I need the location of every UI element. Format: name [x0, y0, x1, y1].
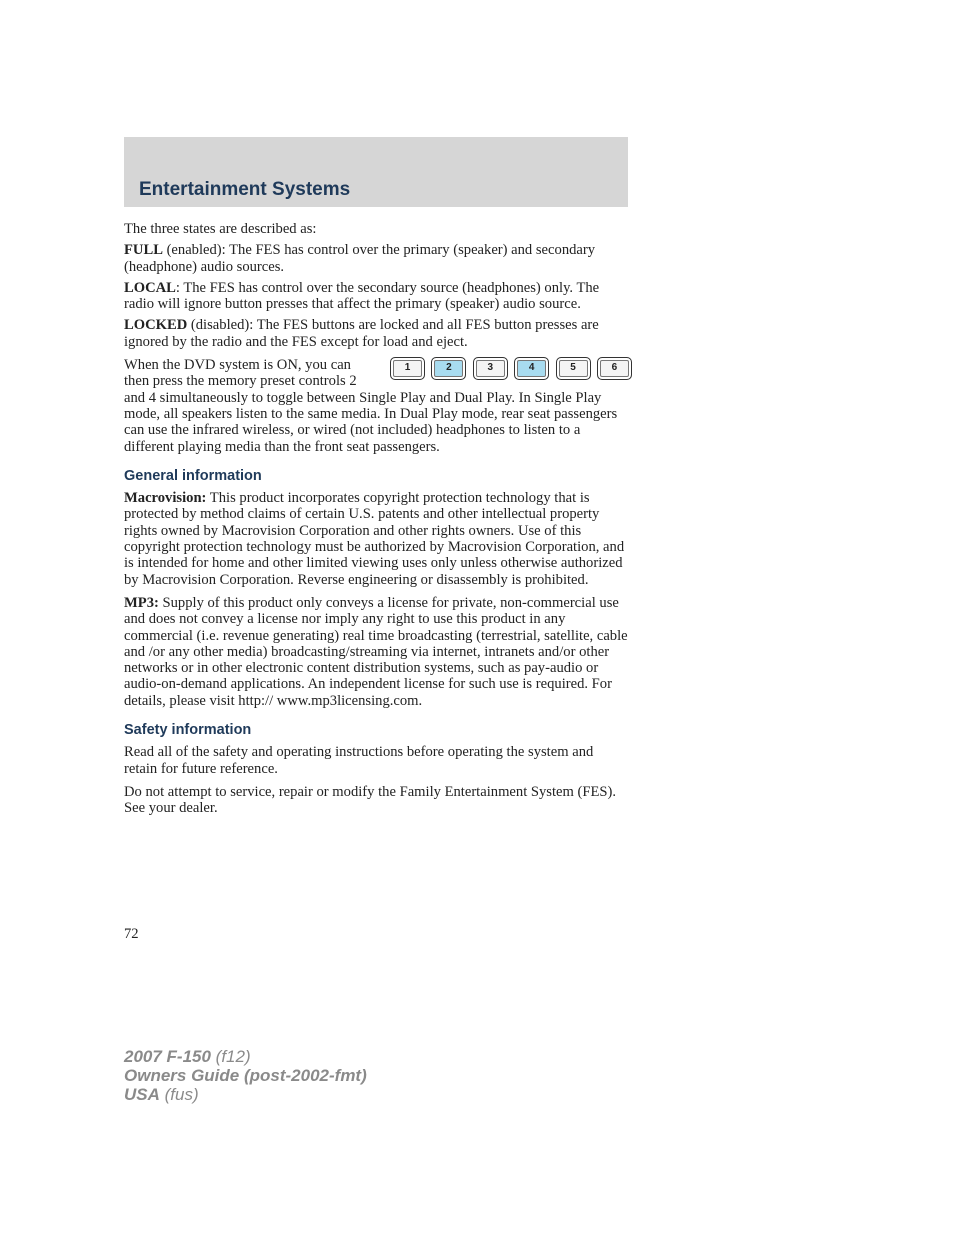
macrovision-term: Macrovision: — [124, 490, 207, 507]
footer-code: (f12) — [210, 1047, 251, 1066]
preset-label: 4 — [528, 362, 535, 374]
macrovision-text: This product incorporates copyright protection technology that is protected by method claims of certain U.S. patents and other intellectual property rights owned by Macrovision Corporation and other rights owners. Use of this copyright protection technology must be authorized by Macrovision Corporation, and is intended for home and other limited viewing uses only unless otherwise authorized by Macrovision Corporation. Reverse engineering or disassembly is prohibited. — [124, 490, 625, 588]
footer-market: USA — [124, 1085, 160, 1104]
state-description: (disabled): The FES buttons are locked and all FES button presses are ignored by the radio and the FES except for load and eject. — [124, 317, 599, 350]
footer-model: 2007 F-150 — [124, 1047, 211, 1066]
page-content — [124, 221, 630, 822]
intro-text: The three states are described as: — [124, 221, 317, 237]
state-locked — [124, 317, 630, 350]
section-header — [124, 137, 628, 207]
state-local — [124, 280, 630, 313]
preset-button-5 — [556, 357, 591, 380]
dvd-section — [124, 357, 630, 455]
footer-line-3 — [124, 1085, 367, 1104]
section-title: Entertainment Systems — [139, 179, 351, 200]
preset-button-4 — [514, 357, 549, 380]
preset-button-3 — [473, 357, 508, 380]
safety-paragraph-2: Do not attempt to service, repair or modify the Family Entertainment System (FES). See your dealer. — [124, 783, 617, 817]
mp3-term: MP3: — [124, 594, 159, 611]
preset-button-1 — [390, 357, 425, 380]
state-term: LOCAL — [124, 279, 176, 296]
preset-button-2 — [431, 357, 466, 380]
safety-heading: Safety information — [124, 722, 252, 739]
state-description: (enabled): The FES has control over the primary (speaker) and secondary (headphone) audio sources. — [124, 242, 596, 275]
document-footer — [124, 1047, 367, 1104]
state-term: FULL — [124, 242, 163, 259]
state-term: LOCKED — [124, 317, 188, 334]
preset-label: 6 — [611, 362, 618, 374]
page-number: 72 — [124, 926, 139, 942]
preset-label: 5 — [570, 362, 576, 374]
footer-guide: Owners Guide (post-2002-fmt) — [124, 1066, 367, 1085]
state-full — [124, 242, 630, 275]
mp3-text: Supply of this product only conveys a license for private, non-commercial use and does not convey a license nor imply any right to use this product in any commercial (i.e. revenue generating) real time broadcasting (terrestrial, satellite, cable and /or any other media) broadcasting/streaming via internet, intranets and/or other networks or in other electronic content distribution systems, such as pay-audio or audio-on-demand applications. An independent license for such use is required. For details, please visit http:// www.mp3licensing.com. — [124, 594, 628, 709]
state-description: : The FES has control over the secondary source (headphones) only. The radio will ignore button presses that affect the primary (speaker) audio source. — [124, 279, 600, 313]
preset-buttons-illustration — [390, 357, 632, 385]
mp3-paragraph — [124, 595, 630, 709]
footer-line-2 — [124, 1066, 367, 1085]
preset-label: 3 — [487, 362, 494, 374]
dvd-paragraph: When the DVD system is ON, you can then press the memory preset controls 2 and 4 simultaneously to toggle between Single Play and Dual Play. In Single Play mode, all speakers listen to the same media. In Dual Play mode, rear seat passengers can use the infrared wireless, or wired (not included) headphones to listen to a different playing media than the front seat passengers. — [124, 357, 618, 455]
safety-paragraph-1: Read all of the safety and operating instructions before operating the system and retain for future reference. — [124, 744, 594, 777]
preset-button-6 — [597, 357, 632, 380]
preset-label: 1 — [404, 362, 411, 374]
macrovision-paragraph — [124, 490, 630, 588]
footer-line-1 — [124, 1047, 367, 1066]
preset-label: 2 — [446, 362, 452, 374]
general-heading: General information — [124, 467, 262, 484]
footer-market-code: (fus) — [159, 1085, 199, 1104]
